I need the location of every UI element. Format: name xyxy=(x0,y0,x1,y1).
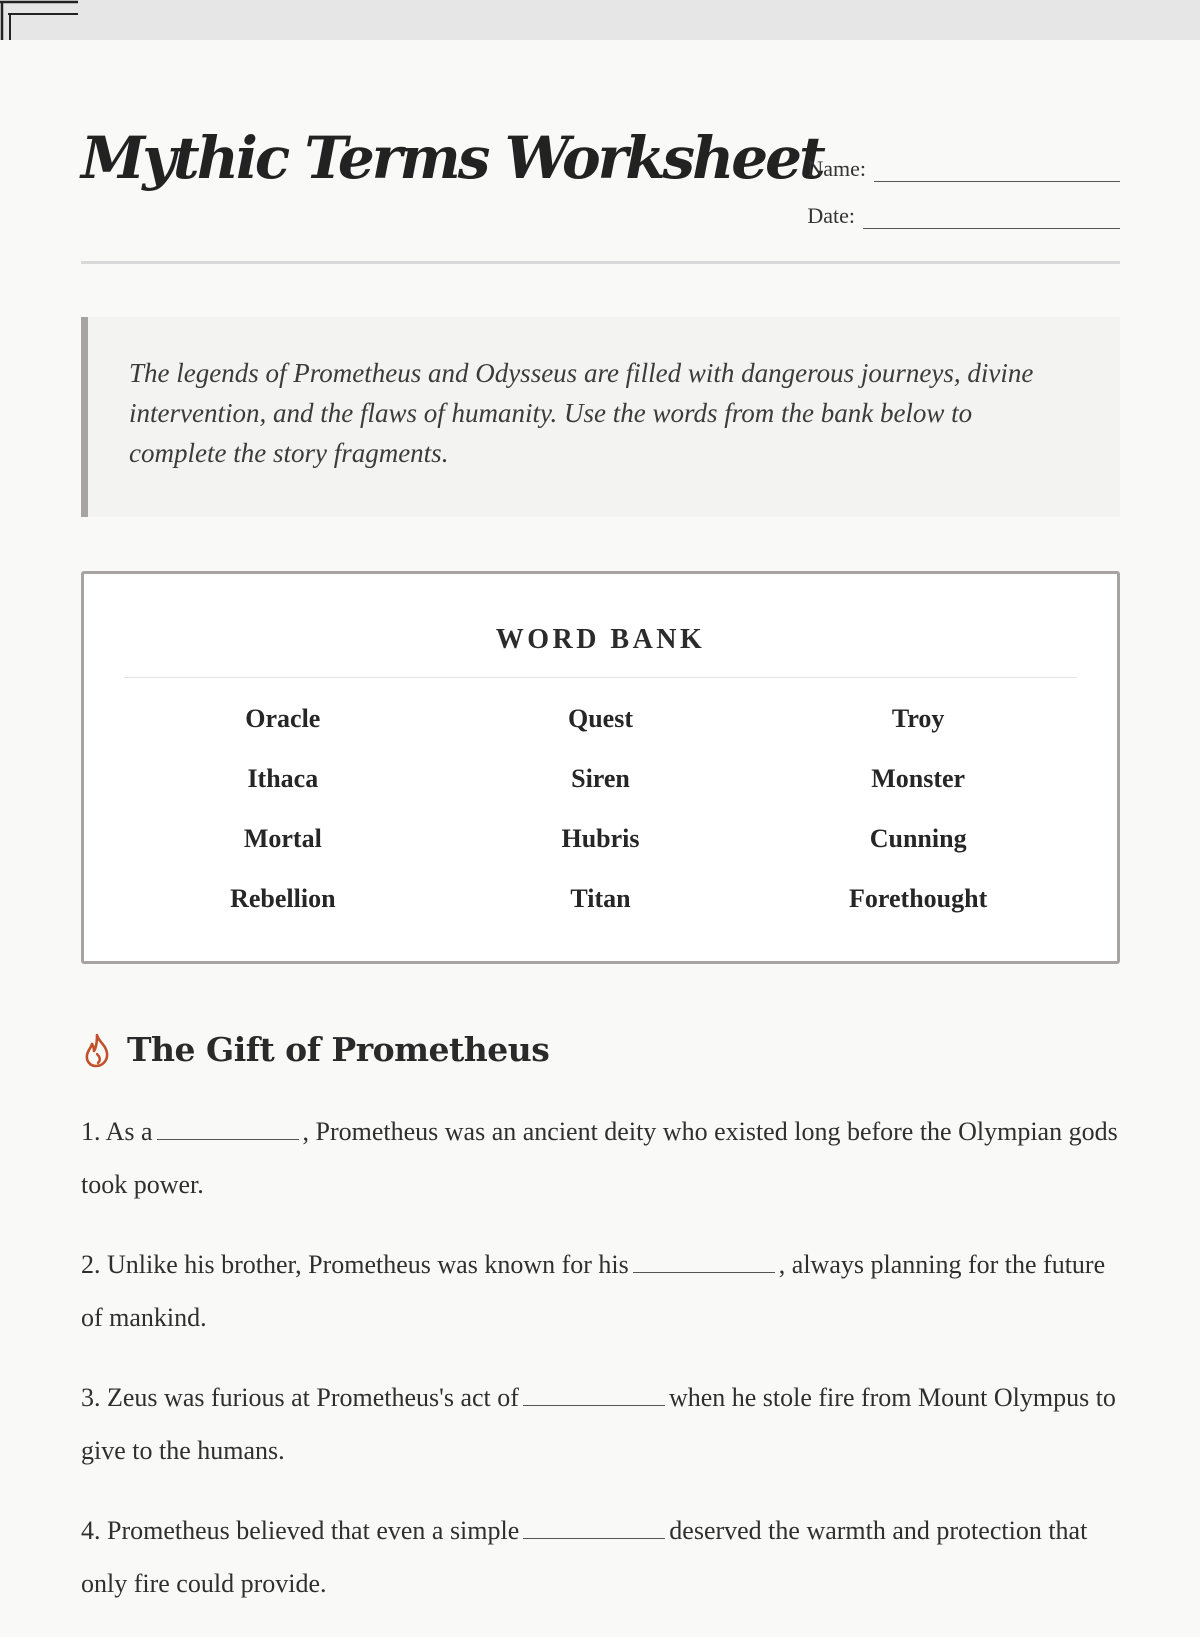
question-text-before: 4. Prometheus believed that even a simple xyxy=(81,1516,520,1545)
question-item xyxy=(81,1238,1120,1344)
question-item xyxy=(81,1504,1120,1610)
word-bank-word: Cunning xyxy=(869,824,967,853)
question-text-before: 1. As a xyxy=(81,1117,153,1146)
question-text-before: 3. Zeus was furious at Prometheus's act of xyxy=(81,1383,519,1412)
student-fields xyxy=(790,152,1120,246)
question-text-before: 2. Unlike his brother, Prometheus was known for his xyxy=(81,1250,629,1279)
word-bank-word: Ithaca xyxy=(247,764,319,793)
question-text-after: when he stole fire from Mount Olympus to give to the humans. xyxy=(81,1383,1116,1465)
word-bank-word: Monster xyxy=(871,764,966,793)
date-input-line[interactable] xyxy=(863,206,1120,229)
date-field[interactable] xyxy=(790,199,1120,229)
answer-blank[interactable] xyxy=(523,1385,665,1406)
question-text-after: , Prometheus was an ancient deity who existed long before the Olympian gods took power. xyxy=(81,1117,1118,1199)
word-bank-word: Quest xyxy=(567,704,633,733)
word-bank-word: Mortal xyxy=(243,824,322,853)
word-bank-word: Siren xyxy=(571,764,630,793)
intro-text: The legends of Prometheus and Odysseus are filled with dangerous journeys, divine intervention, and the flaws of humanity. Use the words from the bank below to complete the story fragments. xyxy=(129,358,1034,468)
worksheet-header xyxy=(81,0,1120,264)
name-input-line[interactable] xyxy=(874,159,1120,182)
word-bank-divider xyxy=(124,677,1077,678)
question-item xyxy=(81,1371,1120,1477)
question-list xyxy=(81,1105,1120,1637)
section-heading xyxy=(81,1030,549,1069)
answer-blank[interactable] xyxy=(523,1518,665,1539)
word-bank xyxy=(81,571,1120,964)
name-field[interactable] xyxy=(790,152,1120,182)
word-bank-word: Rebellion xyxy=(230,884,336,913)
answer-blank[interactable] xyxy=(633,1252,775,1273)
worksheet-page xyxy=(81,0,1120,1598)
flame-icon xyxy=(81,1032,113,1068)
question-item xyxy=(81,1105,1120,1211)
question-text-after: deserved the warmth and protection that only fire could provide. xyxy=(81,1516,1088,1598)
intro-callout xyxy=(81,317,1120,517)
word-bank-word: Troy xyxy=(891,704,945,733)
word-bank-grid xyxy=(124,704,1077,944)
word-bank-word: Hubris xyxy=(561,824,640,853)
name-label: Name: xyxy=(807,156,866,181)
word-bank-word: Oracle xyxy=(245,704,321,733)
date-label: Date: xyxy=(807,203,855,228)
question-text-after: , always planning for the future of mankind. xyxy=(81,1250,1106,1332)
page-title: Mythic Terms Worksheet xyxy=(81,124,823,192)
corner-crop-mark-icon xyxy=(0,0,80,40)
answer-blank[interactable] xyxy=(157,1119,299,1140)
section-title-text: The Gift of Prometheus xyxy=(127,1030,550,1069)
word-bank-word: Forethought xyxy=(849,884,988,913)
word-bank-title: WORD BANK xyxy=(495,624,706,655)
word-bank-word: Titan xyxy=(570,884,631,913)
